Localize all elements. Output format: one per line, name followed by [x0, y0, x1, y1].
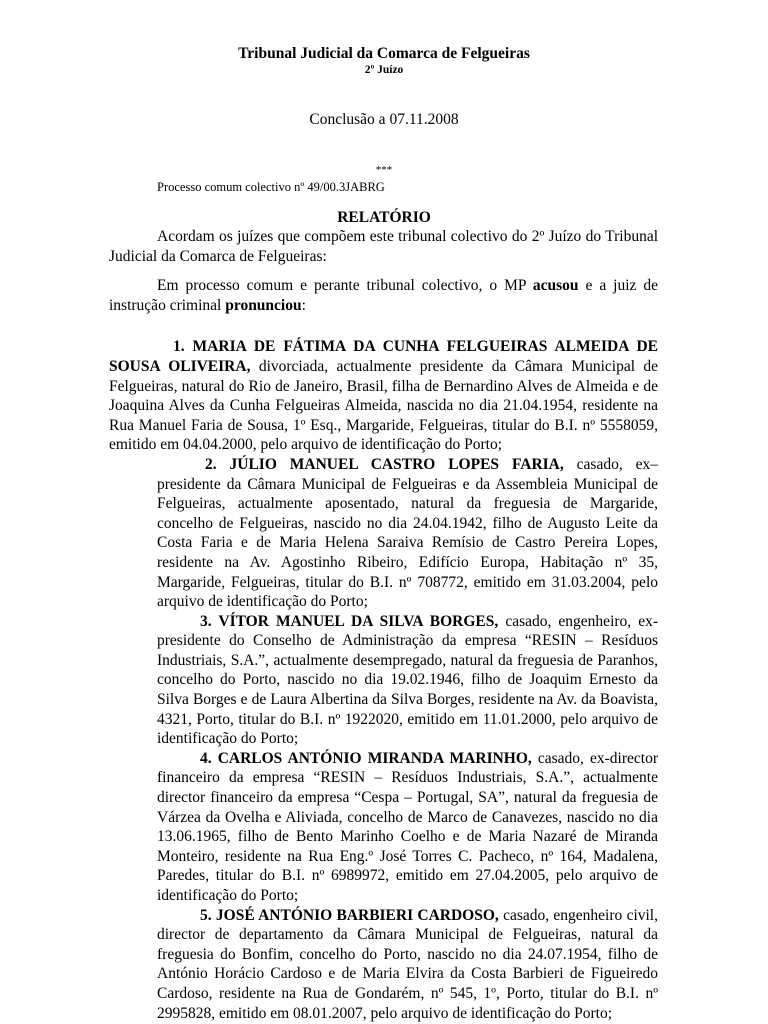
defendant-4-details: casado, ex-director financeiro da empresa “RESIN – Resíduos Industriais, S.A.”, actualmente director financeiro da empresa “Cespa – Portugal, SA”, natural da freguesia de Várzea da Ovelha e Aliviada, concelho de Marco de Canavezes, nascido no dia 13.06.1965, filho de Bento Marinho Coelho e de Maria Nazaré de Miranda Monteiro, residente na Rua Eng.º José Torres C. Pacheco, nº 164, Madalena, Paredes, titular do B.I. nº 6989972, emitido em 27.04.2005, pelo arquivo de identificação do Porto;: [157, 749, 658, 904]
defendant-4-name: 4. CARLOS ANTÓNIO MIRANDA MARINHO,: [200, 749, 532, 767]
defendant-2: [109, 455, 658, 612]
defendant-5: [109, 906, 658, 1024]
defendant-4: [109, 749, 658, 906]
separator: ***: [375, 164, 393, 176]
defendant-5-details: casado, engenheiro civil, director de departamento da Câmara Municipal de Felgueiras, natural da freguesia do Bonfim, concelho do Porto, nascido no dia 24.07.1954, filho de António Horácio Cardoso e de Maria Elvira da Costa Barbieri de Figueiredo Cardoso, residente na Rua de Gondarém, nº 545, 1º, Porto, titular do B.I. nº 2995828, emitido em 08.01.2007, pelo arquivo de identificação do Porto;: [157, 906, 658, 1022]
defendant-3-name: 3. VÍTOR MANUEL DA SILVA BORGES,: [200, 612, 499, 630]
defendant-5-name: 5. JOSÉ ANTÓNIO BARBIERI CARDOSO,: [200, 906, 499, 924]
defendant-1-details: divorciada, actualmente presidente da Câmara Municipal de Felgueiras, natural do Rio de Janeiro, Brasil, filha de Bernardino Alves de Almeida e de Joaquina Alves da Cunha Felgueiras Almeida, nascida no dia 21.04.1954, residente na Rua Manuel Faria de Sousa, 1º Esq., Margaride, Felgueiras, titular do B.I. nº 5558059, emitido em 04.04.2000, pelo arquivo de identificação do Porto;: [109, 357, 658, 454]
process-number: Processo comum colectivo nº 49/00.3JABRG: [157, 180, 385, 194]
conclusion-date: Conclusão a 07.11.2008: [309, 111, 459, 128]
defendant-2-name: 2. JÚLIO MANUEL CASTRO LOPES FARIA,: [205, 455, 564, 473]
report-title: RELATÓRIO: [337, 209, 431, 226]
defendant-3: [109, 612, 658, 749]
report-body: [109, 227, 658, 1023]
defendant-1: [109, 337, 658, 455]
court-title: Tribunal Judicial da Comarca de Felgueiras: [238, 45, 530, 62]
accusation-paragraph: Em processo comum e perante tribunal colectivo, o MP acusou e a juiz de instrução criminal pronunciou:: [109, 277, 658, 314]
intro-paragraph: Acordam os juízes que compõem este tribunal colectivo do 2º Juízo do Tribunal Judicial da Comarca de Felgueiras:: [109, 228, 658, 265]
defendant-2-details: casado, ex–presidente da Câmara Municipal de Felgueiras e da Assembleia Municipal de Felgueiras, actualmente aposentado, natural da freguesia de Margaride, concelho de Felgueiras, nascido no dia 24.04.1942, filho de Augusto Leite da Costa Faria e de Maria Helena Saraiva Remísio de Castro Pereira Lopes, residente na Av. Agostinho Ribeiro, Edifício Europa, Habitação nº 35, Margaride, Felgueiras, titular do B.I. nº 708772, emitido em 31.03.2004, pelo arquivo de identificação do Porto;: [157, 455, 658, 611]
court-section: 2º Juízo: [364, 64, 404, 76]
defendant-3-details: casado, engenheiro, ex-presidente do Conselho de Administração da empresa “RESIN – Resíduos Industriais, S.A.”, actualmente desempregado, natural da freguesia de Paranhos, concelho do Porto, nascido no dia 19.02.1946, filho de Joaquim Ernesto da Silva Borges e de Laura Albertina da Silva Borges, residente na Av. da Boavista, 4321, Porto, titular do B.I. nº 1922020, emitido em 11.01.2000, pelo arquivo de identificação do Porto;: [157, 612, 658, 748]
defendant-1-name: 1. MARIA DE FÁTIMA DA CUNHA FELGUEIRAS ALMEIDA DE SOUSA OLIVEIRA,: [109, 338, 658, 375]
